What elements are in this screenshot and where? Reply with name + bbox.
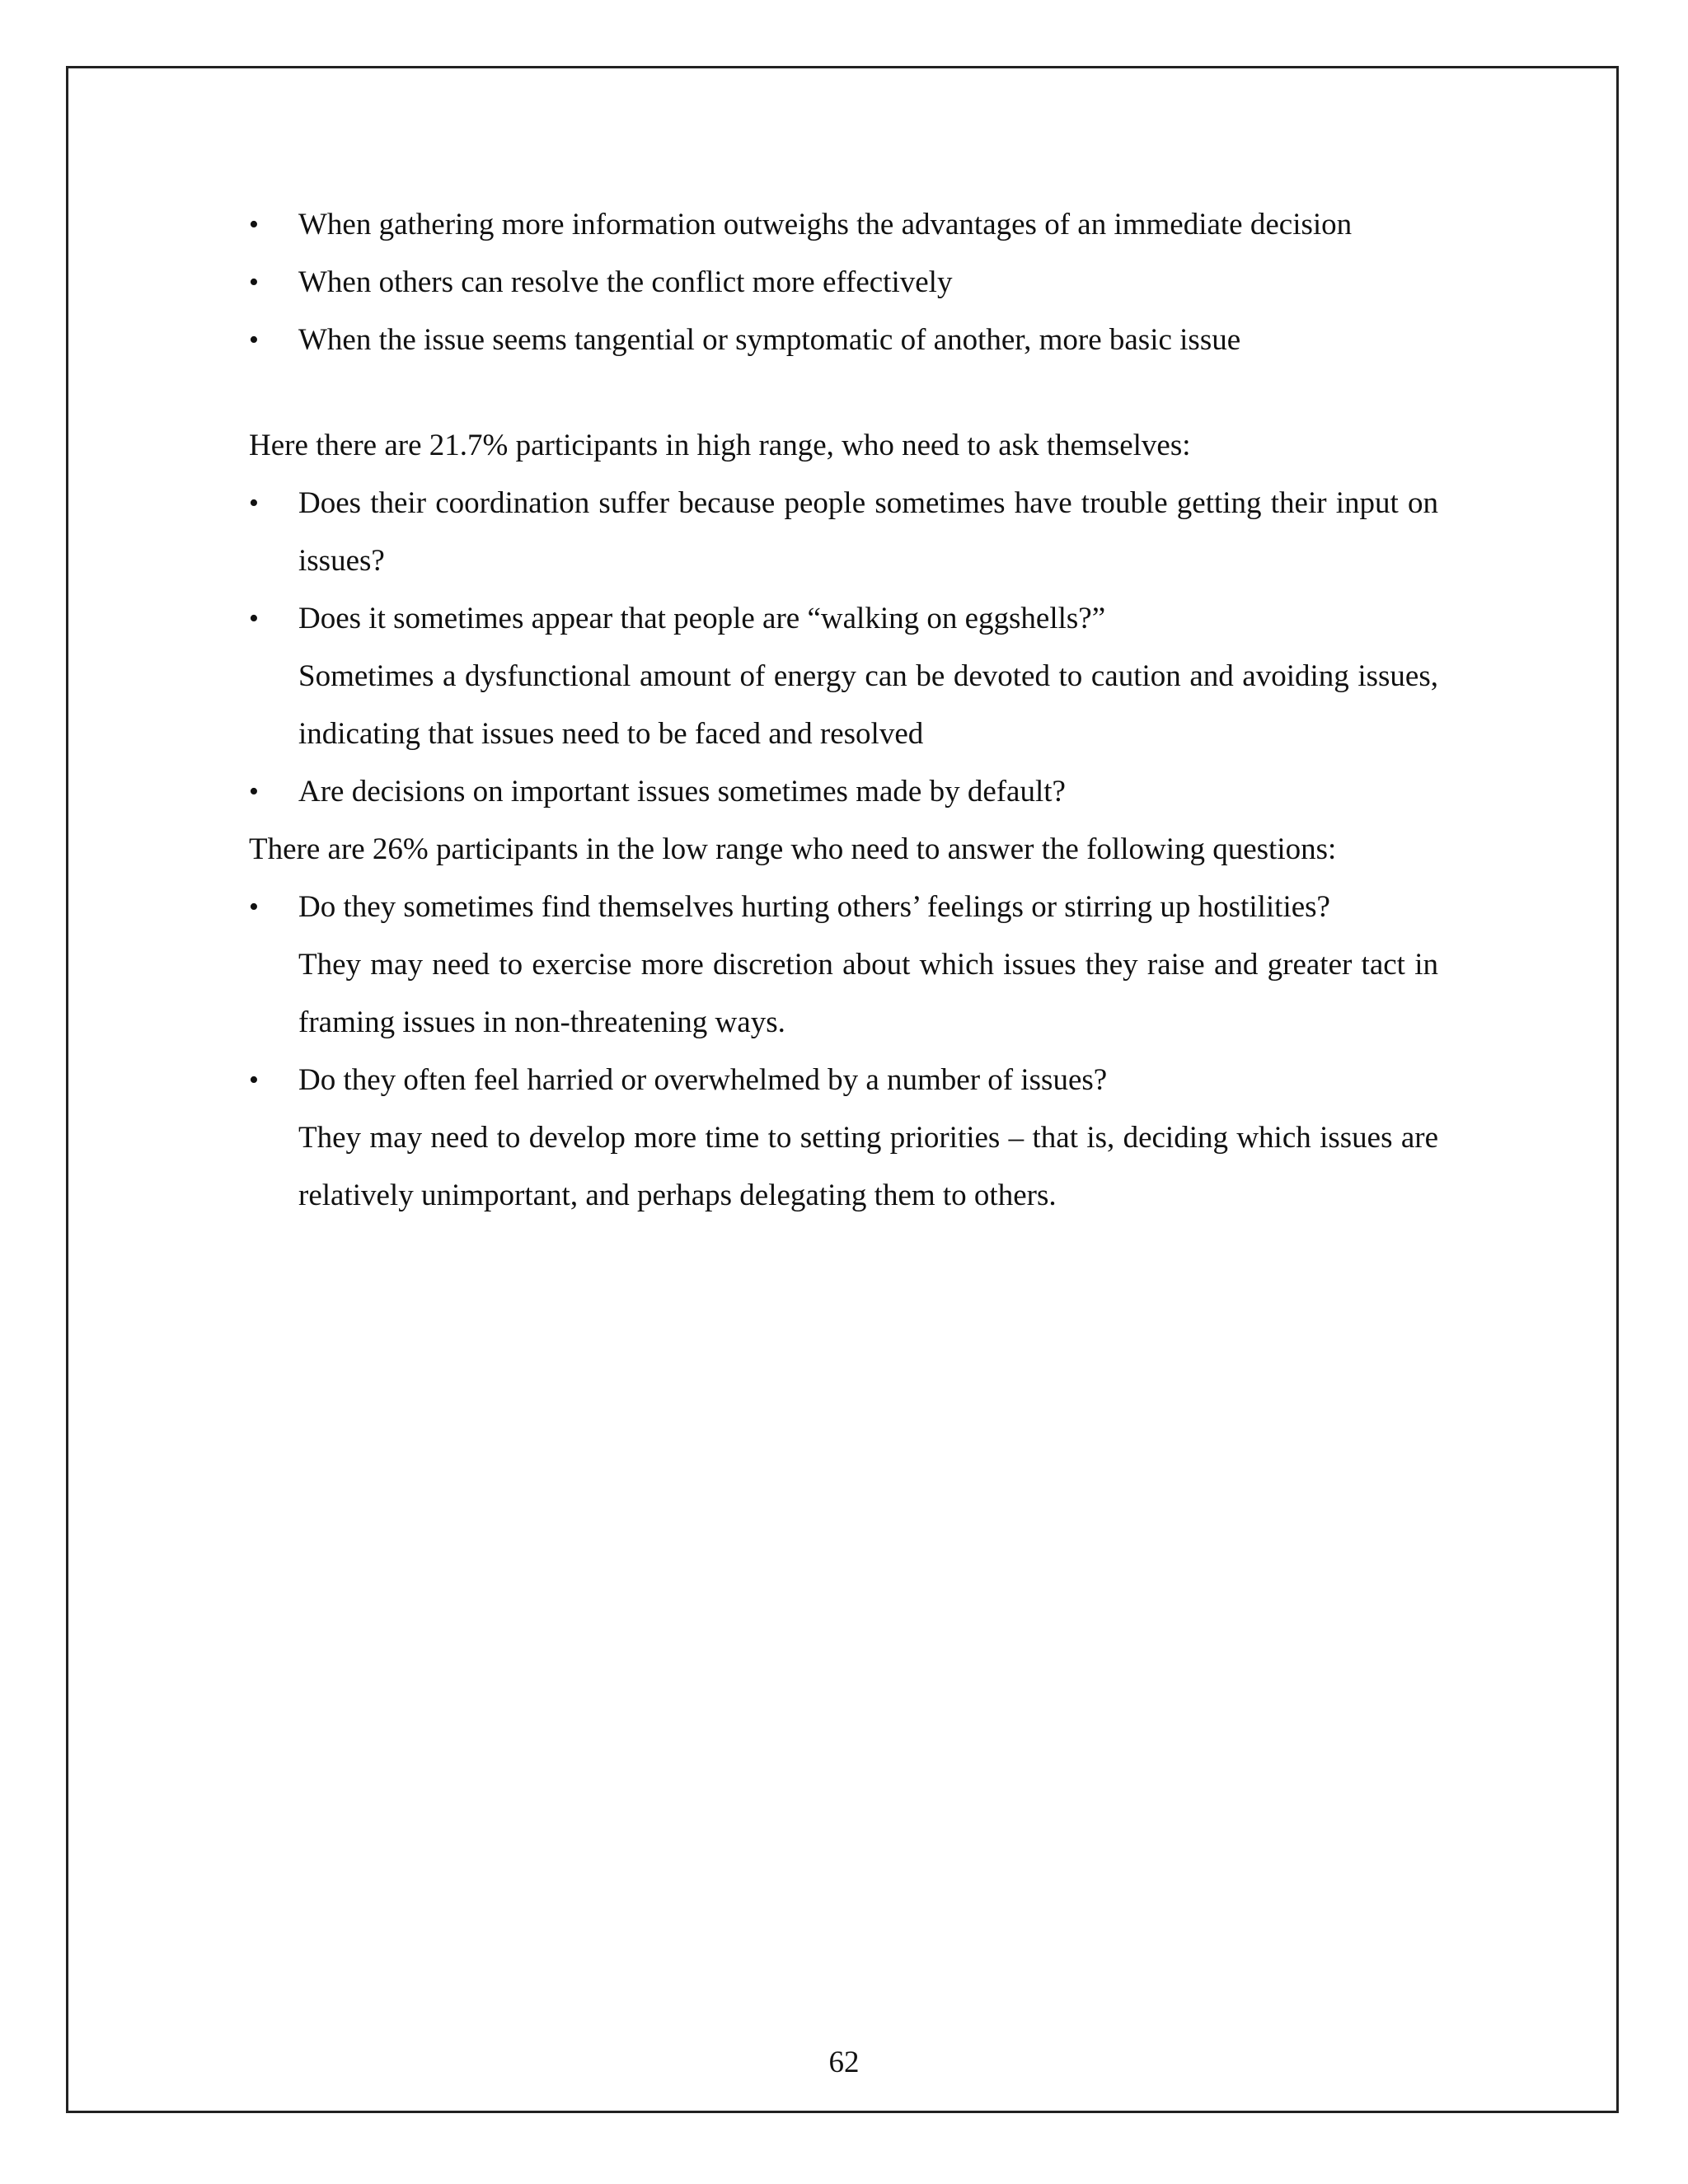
list-item xyxy=(249,475,1438,590)
list-item xyxy=(249,879,1438,936)
list-item xyxy=(249,254,1438,312)
list-item xyxy=(249,763,1438,821)
list-item-note: They may need to develop more time to setting priorities – that is, deciding which issues are relatively unimportant, and perhaps delegating them to others. xyxy=(298,1121,1438,1212)
list-item-text: When gathering more information outweighs the advantages of an immediate decision xyxy=(298,208,1353,241)
section-intro-low-range: There are 26% participants in the low range who need to answer the following questions: xyxy=(249,832,1337,866)
list-item xyxy=(249,312,1438,369)
page-number: 62 xyxy=(828,2046,860,2079)
list-item xyxy=(249,590,1438,648)
list-item-text: Are decisions on important issues sometimes made by default? xyxy=(298,775,1066,808)
bullet-icon: • xyxy=(249,603,259,634)
spacer xyxy=(249,369,1438,417)
list-item-text: Do they often feel harried or overwhelmed by a number of issues? xyxy=(298,1063,1108,1097)
bullet-icon: • xyxy=(249,892,259,922)
list-item-text: Does it sometimes appear that people are “walking on eggshells?” xyxy=(298,602,1106,635)
page-content xyxy=(249,196,1438,1225)
bullet-icon: • xyxy=(249,488,259,518)
bullet-icon: • xyxy=(249,267,259,298)
bullet-icon: • xyxy=(249,776,259,807)
list-item xyxy=(249,196,1438,254)
list-item xyxy=(249,1052,1438,1109)
bullet-icon: • xyxy=(249,209,259,240)
bullet-icon: • xyxy=(249,1065,259,1095)
list-item-note: They may need to exercise more discretion about which issues they raise and greater tact in framing issues in non-threatening ways. xyxy=(298,948,1438,1039)
list-item-text: When others can resolve the conflict more effectively xyxy=(298,265,953,299)
list-item-text: Does their coordination suffer because people sometimes have trouble getting their input on issues? xyxy=(298,486,1438,578)
bullet-icon: • xyxy=(249,325,259,355)
list-item-note: Sometimes a dysfunctional amount of energy can be devoted to caution and avoiding issues, indicating that issues need to be faced and resolved xyxy=(298,659,1438,751)
list-item-text: When the issue seems tangential or symptomatic of another, more basic issue xyxy=(298,323,1241,357)
section-intro-high-range: Here there are 21.7% participants in high range, who need to ask themselves: xyxy=(249,429,1191,462)
list-item-text: Do they sometimes find themselves hurting others’ feelings or stirring up hostilities? xyxy=(298,890,1330,924)
